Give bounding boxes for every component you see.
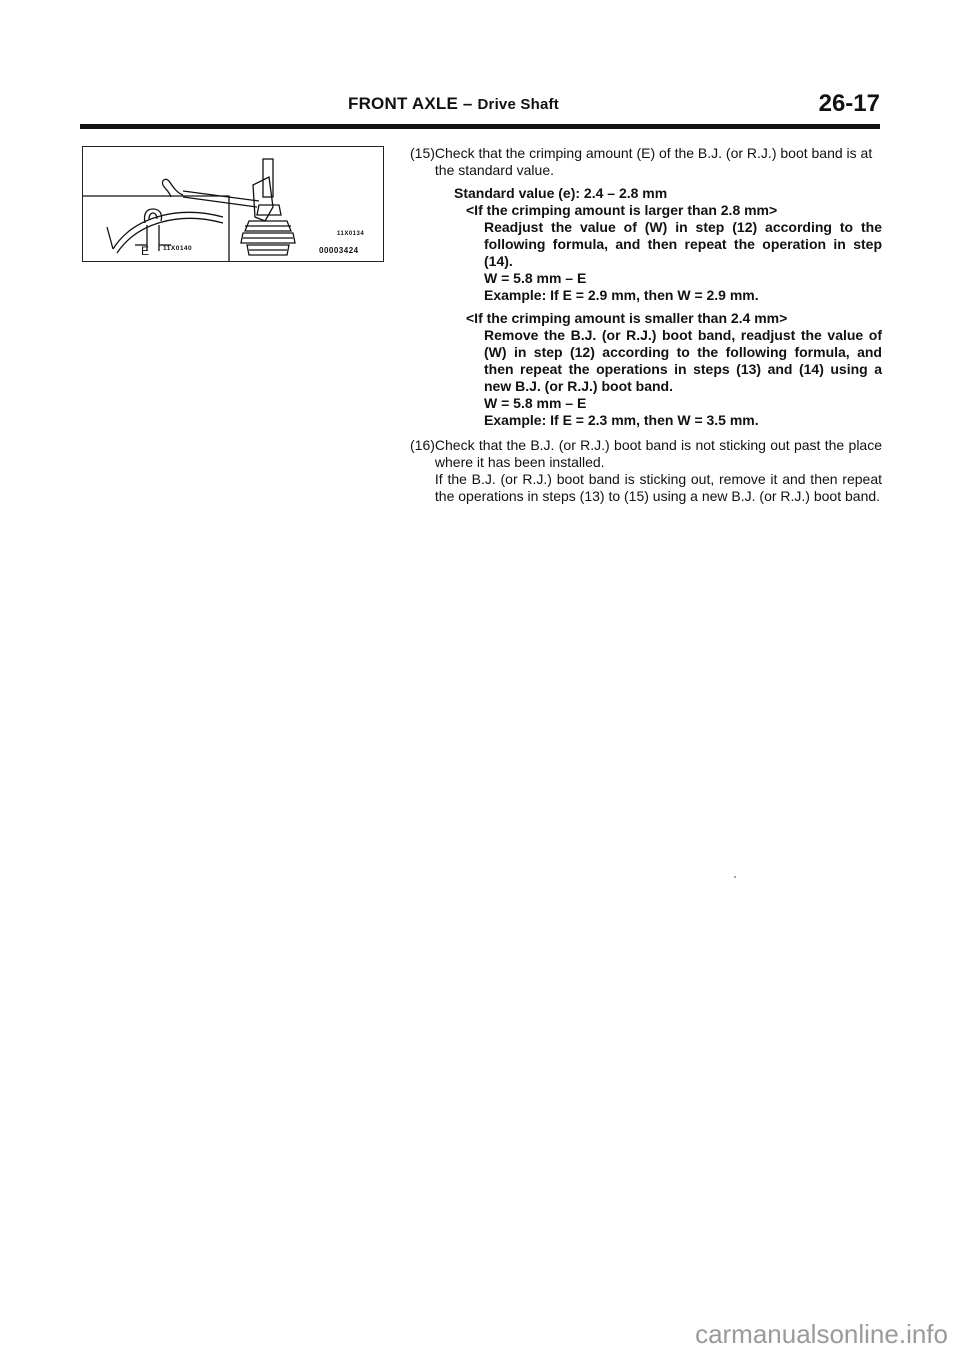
step-number: (15) bbox=[410, 145, 435, 161]
step-15-intro: Check that the crimping amount (E) of the B.J. (or R.J.) boot band is at the standard value. bbox=[434, 145, 873, 178]
condition-smaller-text: Remove the B.J. (or R.J.) boot band, readjust the value of (W) in step (12) according to the following formula, and then repeat the operations in steps (13) and (14) using a new B.J. (or R.J.) boot band. bbox=[484, 327, 882, 394]
condition-smaller-example: Example: If E = 2.3 mm, then W = 3.5 mm. bbox=[484, 412, 759, 428]
step-16-text-1: Check that the B.J. (or R.J.) boot band is not sticking out past the place where it has been installed. bbox=[434, 437, 882, 470]
step-16-text-2: If the B.J. (or R.J.) boot band is sticking out, remove it and then repeat the operations in steps (13) to (15) using a new B.J. (or R.J.) boot band. bbox=[434, 471, 882, 504]
page-header bbox=[80, 90, 880, 124]
watermark: carmanualsonline.info bbox=[695, 1319, 948, 1349]
section-title-main: FRONT AXLE bbox=[348, 94, 458, 113]
figure-code-top-right: 11X0134 bbox=[337, 231, 365, 237]
procedure-text bbox=[410, 145, 882, 505]
condition-larger: <If the crimping amount is larger than 2.8 mm> bbox=[466, 202, 778, 218]
condition-larger-example: Example: If E = 2.9 mm, then W = 2.9 mm. bbox=[484, 287, 759, 303]
condition-smaller: <If the crimping amount is smaller than 2.4 mm> bbox=[466, 310, 788, 326]
figure-code-bottom-right: 00003424 bbox=[319, 246, 359, 255]
step-number: (16) bbox=[410, 437, 435, 453]
condition-larger-text: Readjust the value of (W) in step (12) according to the following formula, and then repeat the operation in step (14). bbox=[484, 219, 882, 269]
condition-larger-formula: W = 5.8 mm – E bbox=[484, 270, 587, 286]
condition-smaller-formula: W = 5.8 mm – E bbox=[484, 395, 587, 411]
crimping-figure bbox=[82, 146, 384, 262]
step-15 bbox=[410, 145, 882, 179]
figure-code-left: 11X0140 bbox=[163, 245, 193, 252]
standard-value: Standard value (e): 2.4 – 2.8 mm bbox=[454, 185, 668, 201]
scan-speck bbox=[734, 876, 736, 878]
page-number: 26-17 bbox=[818, 90, 880, 117]
dimension-label-e: E bbox=[141, 244, 150, 258]
header-rule bbox=[80, 124, 880, 129]
crimping-illustration bbox=[83, 147, 383, 261]
section-title-sub: Drive Shaft bbox=[477, 96, 559, 113]
section-title: FRONT AXLE – Drive Shaft bbox=[348, 94, 559, 113]
step-16 bbox=[410, 437, 882, 505]
